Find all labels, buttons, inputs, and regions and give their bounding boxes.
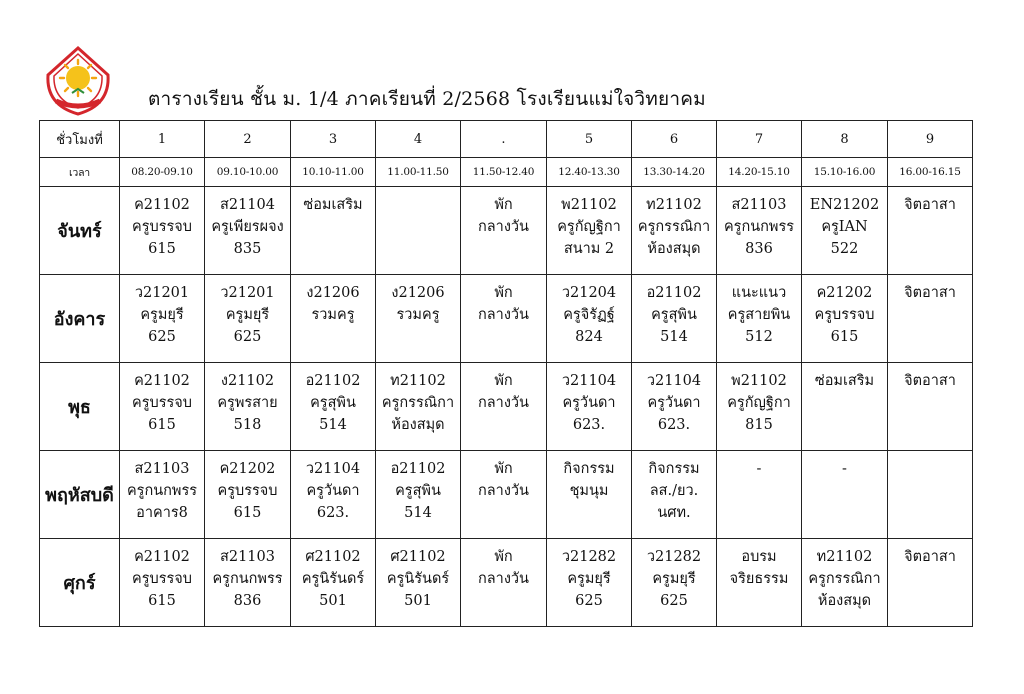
- cell-line: ว21104: [646, 373, 702, 389]
- cell-line: ครูเพียรผจง: [211, 219, 284, 235]
- cell-line: 512: [745, 329, 773, 345]
- cell-line: 625: [660, 593, 688, 609]
- cell-line: ครูนิรันดร์: [386, 571, 450, 587]
- cell-line: ครูกนกพรร: [126, 483, 198, 499]
- cell-line: ห้องสมุด: [391, 417, 445, 433]
- cell-line: EN21202: [809, 197, 880, 213]
- cell-line: สนาม 2: [563, 241, 615, 257]
- cell-line: 514: [404, 505, 432, 521]
- cell-line: 625: [148, 329, 176, 345]
- cell-line: กลางวัน: [478, 219, 529, 235]
- cell-line: พัก: [494, 197, 513, 213]
- cell-line: 615: [148, 241, 176, 257]
- cell-line: 514: [660, 329, 688, 345]
- cell-line: 824: [575, 329, 603, 345]
- cell-line: ง21102: [220, 373, 275, 389]
- cell-line: 615: [830, 329, 859, 345]
- cell-line: กลางวัน: [478, 395, 529, 411]
- day-row: [40, 363, 973, 451]
- cell-line: จิตอาสา: [904, 373, 956, 389]
- cell-line: ครูสายพิน: [727, 307, 791, 323]
- cell-line: ครูมยุรี: [225, 307, 270, 323]
- cell-line: ครูกรรณิกา: [381, 395, 455, 411]
- schedule-cell: [632, 539, 717, 627]
- schedule-cell: [376, 539, 461, 627]
- cell-line: 625: [575, 593, 603, 609]
- cell-line: กลางวัน: [478, 571, 529, 587]
- cell-line: -: [756, 461, 762, 477]
- cell-line: 522: [830, 241, 859, 257]
- schedule-cell: [291, 451, 376, 539]
- cell-line: ครูวันดา: [647, 395, 701, 411]
- schedule-cell: [717, 187, 802, 275]
- day-name: อังคาร: [40, 275, 120, 363]
- period-number: 2: [205, 121, 291, 158]
- day-row: [40, 451, 973, 539]
- schedule-cell: [632, 275, 717, 363]
- day-name: ศุกร์: [40, 539, 120, 627]
- day-name: จันทร์: [40, 187, 120, 275]
- schedule-cell: [120, 539, 205, 627]
- cell-line: -: [842, 461, 847, 477]
- cell-line: ค21202: [816, 285, 873, 301]
- cell-line: ท21102: [816, 549, 873, 565]
- cell-line: ว21204: [561, 285, 617, 301]
- schedule-cell: [888, 275, 973, 363]
- cell-line: กิจกรรม: [563, 461, 615, 477]
- cell-line: ครูจิรัฏฐ์: [563, 307, 615, 323]
- cell-line: ครูกัญฐิกา: [727, 395, 791, 411]
- cell-line: กลางวัน: [478, 307, 529, 323]
- cell-line: รวมครู: [311, 307, 355, 323]
- cell-line: แนะแนว: [731, 285, 787, 301]
- schedule-cell: [547, 187, 632, 275]
- cell-line: ส21103: [731, 197, 787, 213]
- schedule-cell: [205, 539, 291, 627]
- schedule-cell: [888, 187, 973, 275]
- schedule-cell: [802, 363, 888, 451]
- time-slot: 16.00-16.15: [888, 158, 973, 187]
- cell-line: พ21102: [561, 197, 617, 213]
- cell-line: 501: [319, 593, 347, 609]
- cell-line: ซ่อมเสริม: [303, 197, 363, 213]
- schedule-cell: [461, 187, 547, 275]
- cell-line: พัก: [494, 549, 513, 565]
- cell-line: 623.: [316, 505, 350, 521]
- cell-line: ง21206: [391, 285, 445, 301]
- cell-line: ง21206: [306, 285, 360, 301]
- schedule-cell: [802, 275, 888, 363]
- schedule-cell: [120, 275, 205, 363]
- cell-line: จิตอาสา: [904, 549, 956, 565]
- cell-line: ว21282: [561, 549, 617, 565]
- time-slot: 09.10-10.00: [205, 158, 291, 187]
- day-row: [40, 187, 973, 275]
- day-name: พฤหัสบดี: [40, 451, 120, 539]
- time-slot: 08.20-09.10: [120, 158, 205, 187]
- cell-line: 815: [745, 417, 773, 433]
- cell-line: อาคาร8: [136, 505, 188, 521]
- cell-line: ซ่อมเสริม: [814, 373, 875, 389]
- cell-line: ครูบรรจบ: [132, 219, 192, 235]
- schedule-cell: [547, 539, 632, 627]
- schedule-cell: [461, 363, 547, 451]
- cell-line: กิจกรรม: [648, 461, 700, 477]
- schedule-cell: [632, 451, 717, 539]
- schedule-cell: [291, 363, 376, 451]
- time-slot: 12.40-13.30: [547, 158, 632, 187]
- cell-line: ครูพรสาย: [217, 395, 278, 411]
- cell-line: พัก: [494, 461, 513, 477]
- schedule-cell: [802, 539, 888, 627]
- cell-line: ครูกนกพรร: [723, 219, 795, 235]
- cell-line: ครูวันดา: [306, 483, 360, 499]
- time-slot: 11.50-12.40: [461, 158, 547, 187]
- period-number: 8: [802, 121, 888, 158]
- cell-line: 501: [404, 593, 432, 609]
- cell-line: 836: [233, 593, 262, 609]
- cell-line: ครูกรรณิกา: [637, 219, 711, 235]
- schedule-cell: [888, 539, 973, 627]
- schedule-cell: [291, 539, 376, 627]
- cell-line: กลางวัน: [478, 483, 529, 499]
- cell-line: ส21103: [134, 461, 190, 477]
- time-slot: 11.00-11.50: [376, 158, 461, 187]
- cell-line: อ21102: [390, 461, 446, 477]
- cell-line: ครูวันดา: [562, 395, 616, 411]
- cell-line: ครูสุพิน: [395, 483, 441, 499]
- schedule-cell: [802, 187, 888, 275]
- timetable: [39, 120, 973, 627]
- schedule-cell: [547, 363, 632, 451]
- cell-line: 518: [233, 417, 262, 433]
- time-slot: 15.10-16.00: [802, 158, 888, 187]
- cell-line: ครูมยุรี: [567, 571, 611, 587]
- period-number: 5: [547, 121, 632, 158]
- schedule-cell: [205, 451, 291, 539]
- schedule-cell: [461, 275, 547, 363]
- cell-line: พ21102: [731, 373, 787, 389]
- day-row: [40, 275, 973, 363]
- cell-line: ครูสุพิน: [310, 395, 356, 411]
- cell-line: ครูสุพิน: [651, 307, 697, 323]
- page-title: ตารางเรียน ชั้น ม. 1/4 ภาคเรียนที่ 2/2568 โรงเรียนแม่ใจวิทยาคม: [148, 88, 706, 110]
- schedule-cell: [717, 275, 802, 363]
- period-number: 9: [888, 121, 973, 158]
- cell-line: ครูมยุรี: [652, 571, 696, 587]
- schedule-cell: [888, 363, 973, 451]
- schedule-cell: [205, 363, 291, 451]
- cell-line: ท21102: [646, 197, 702, 213]
- day-name: พุธ: [40, 363, 120, 451]
- schedule-cell: [461, 539, 547, 627]
- cell-line: ค21102: [134, 197, 190, 213]
- cell-line: 835: [233, 241, 262, 257]
- schedule-cell: [120, 451, 205, 539]
- schedule-cell: [205, 187, 291, 275]
- cell-line: ว21201: [134, 285, 190, 301]
- period-number: 3: [291, 121, 376, 158]
- schedule-cell: [120, 187, 205, 275]
- period-number: 1: [120, 121, 205, 158]
- cell-line: ครูกัญฐิกา: [557, 219, 621, 235]
- schedule-cell: [291, 187, 376, 275]
- schedule-cell: [547, 275, 632, 363]
- cell-line: 615: [233, 505, 262, 521]
- cell-line: ว21282: [646, 549, 702, 565]
- cell-line: ครูบรรจบ: [132, 395, 192, 411]
- cell-line: ครูกนกพรร: [212, 571, 283, 587]
- cell-line: 625: [233, 329, 262, 345]
- cell-line: อ21102: [646, 285, 702, 301]
- period-header-row: [40, 121, 973, 158]
- schedule-cell: [888, 451, 973, 539]
- cell-line: ลส./ยว.: [649, 483, 699, 499]
- cell-line: ครูบรรจบ: [217, 483, 278, 499]
- schedule-cell: [632, 187, 717, 275]
- cell-line: ค21202: [219, 461, 276, 477]
- schedule-cell: [291, 275, 376, 363]
- cell-line: 836: [745, 241, 773, 257]
- schedule-cell: [376, 451, 461, 539]
- cell-line: จริยธรรม: [729, 571, 789, 587]
- schedule-cell: [461, 451, 547, 539]
- cell-line: ครูIAN: [821, 219, 868, 235]
- cell-line: ส21103: [220, 549, 275, 565]
- cell-line: อ21102: [305, 373, 361, 389]
- cell-line: ค21102: [134, 373, 190, 389]
- cell-line: ว21104: [305, 461, 361, 477]
- cell-line: จิตอาสา: [904, 285, 956, 301]
- cell-line: รวมครู: [396, 307, 440, 323]
- cell-line: อบรม: [741, 549, 777, 565]
- cell-line: ว21104: [561, 373, 617, 389]
- cell-line: นศท.: [657, 505, 691, 521]
- cell-line: ห้องสมุด: [647, 241, 701, 257]
- cell-line: 623.: [657, 417, 691, 433]
- schedule-cell: [717, 451, 802, 539]
- cell-line: 623.: [572, 417, 606, 433]
- cell-line: ครูกรรณิกา: [808, 571, 881, 587]
- cell-line: ศ21102: [390, 549, 446, 565]
- period-number: .: [461, 121, 547, 158]
- cell-line: พัก: [494, 373, 513, 389]
- schedule-cell: [547, 451, 632, 539]
- time-label: เวลา: [40, 158, 120, 187]
- cell-line: ส21104: [220, 197, 275, 213]
- cell-line: 615: [148, 593, 176, 609]
- time-row: [40, 158, 973, 187]
- schedule-cell: [376, 363, 461, 451]
- cell-line: พัก: [494, 285, 513, 301]
- cell-line: ค21102: [134, 549, 190, 565]
- schedule-cell: [205, 275, 291, 363]
- cell-line: 514: [319, 417, 347, 433]
- cell-line: ครูมยุรี: [140, 307, 184, 323]
- cell-line: ศ21102: [305, 549, 361, 565]
- period-number: 7: [717, 121, 802, 158]
- cell-line: ห้องสมุด: [817, 593, 872, 609]
- schedule-cell: [717, 539, 802, 627]
- cell-line: ครูบรรจบ: [132, 571, 192, 587]
- cell-line: 615: [148, 417, 176, 433]
- schedule-cell: [717, 363, 802, 451]
- cell-line: จิตอาสา: [904, 197, 956, 213]
- schedule-cell: [632, 363, 717, 451]
- cell-line: ครูบรรจบ: [814, 307, 875, 323]
- schedule-cell: [802, 451, 888, 539]
- cell-line: ท21102: [390, 373, 446, 389]
- school-logo: [42, 45, 114, 117]
- cell-line: ชุมนุม: [569, 483, 609, 499]
- cell-line: ครูนิรันดร์: [301, 571, 365, 587]
- period-header-label: ชั่วโมงที่: [40, 121, 120, 158]
- time-slot: 14.20-15.10: [717, 158, 802, 187]
- schedule-cell: [376, 187, 461, 275]
- period-number: 6: [632, 121, 717, 158]
- period-number: 4: [376, 121, 461, 158]
- time-slot: 13.30-14.20: [632, 158, 717, 187]
- day-row: [40, 539, 973, 627]
- cell-line: ว21201: [220, 285, 275, 301]
- schedule-cell: [376, 275, 461, 363]
- time-slot: 10.10-11.00: [291, 158, 376, 187]
- schedule-cell: [120, 363, 205, 451]
